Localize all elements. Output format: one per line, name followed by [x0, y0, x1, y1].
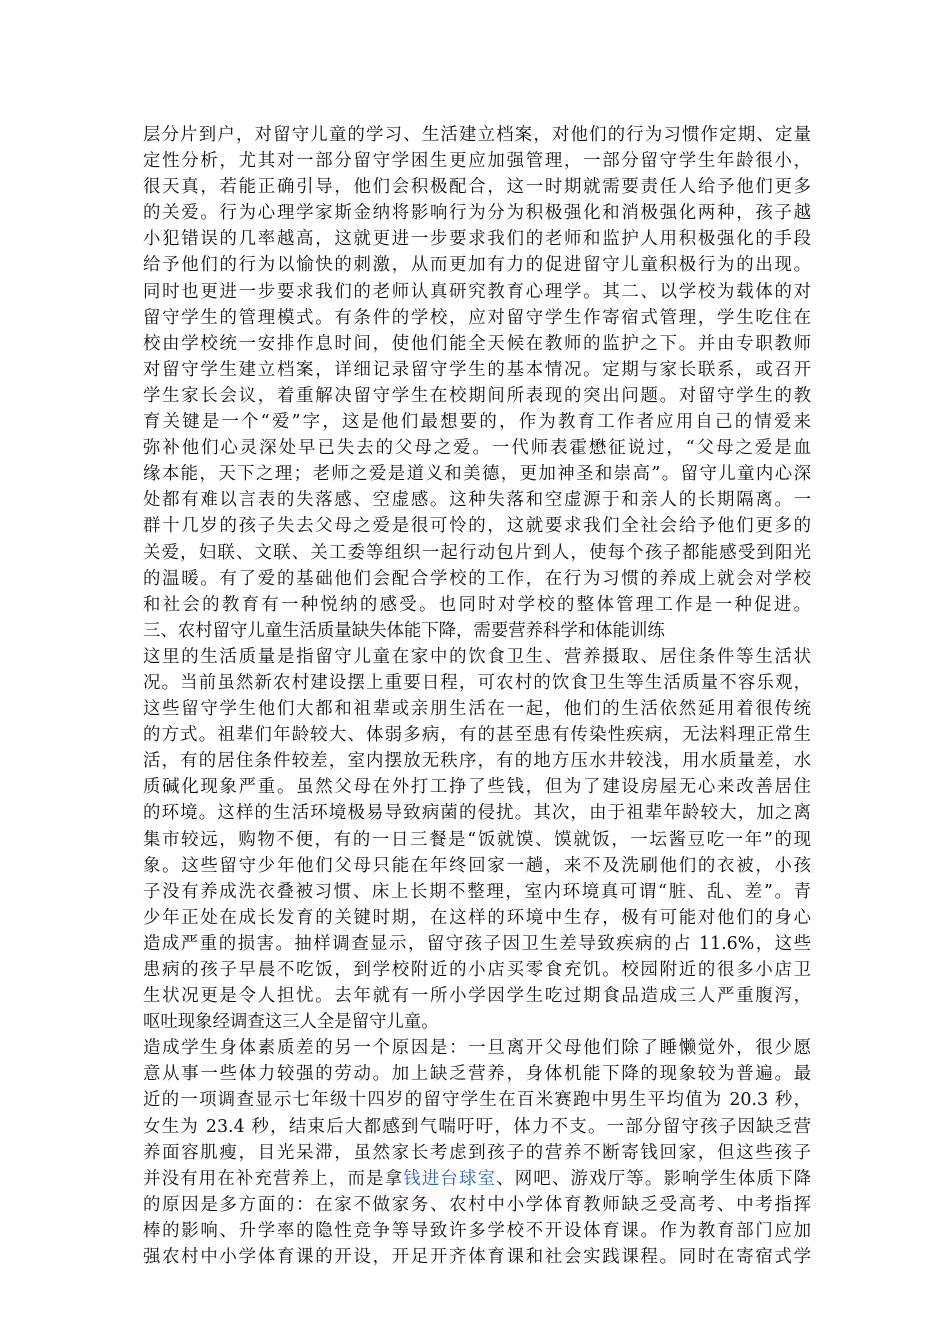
text-line: 患病的孩子早晨不吃饭，到学校附近的小店买零食充饥。校园附近的很多小店卫 — [143, 960, 811, 980]
text-line: 给予他们的行为以愉快的刺激，从而更加有力的促进留守儿童积极行为的出现。 — [143, 255, 811, 276]
text-line: 集市较远，购物不便，有的一日三餐是“饭就馍、馍就饭，一坛酱豆吃一年”的现 — [143, 829, 811, 850]
text-line: 留守学生的管理模式。有条件的学校，应对留守学生作寄宿式管理，学生吃住在 — [143, 307, 811, 328]
text-line: 女生为 23.4 秒，结束后大都感到气喘吁吁，体力不支。一部分留守孩子因缺乏营 — [143, 1116, 811, 1137]
text-line: 同时也更进一步要求我们的老师认真研究教育心理学。其二、以学校为载体的对 — [143, 281, 811, 302]
text-line: 育关键是一个“爱”字，这是他们最想要的，作为教育工作者应用自己的情爱来 — [143, 412, 811, 433]
text-line: 少年正处在成长发育的关键时期，在这样的环境中生存，极有可能对他们的身心 — [143, 907, 811, 928]
text-line: 子没有养成洗衣叠被习惯、床上长期不整理，室内环境真可谓“脏、乱、差”。青 — [143, 881, 811, 902]
text-line: 意从事一些体力较强的劳动。加上缺乏营养，身体机能下降的现象较为普遍。最 — [143, 1064, 811, 1085]
text-line: 这里的生活质量是指留守儿童在家中的饮食卫生、营养摄取、居住条件等生活状 — [143, 646, 811, 667]
text-line: 呕吐现象经调查这三人全是留守儿童。 — [143, 1012, 439, 1033]
text-line: 棒的影响、升学率的隐性竞争等导致许多学校不开设体育课。作为教育部门应加 — [143, 1220, 811, 1241]
text-line: 和社会的教育有一种悦纳的感受。也同时对学校的整体管理工作是一种促进。 — [143, 594, 811, 615]
text-segment: 、网吧、游戏厅等。影响学生体质下降 — [496, 1168, 811, 1189]
text-line: 弥补他们心灵深处早已失去的父母之爱。一代师表霍懋征说过，“父母之爱是血 — [143, 438, 811, 459]
text-line: 质碱化现象严重。虽然父母在外打工挣了些钱，但为了建设房屋无心来改善居住 — [143, 777, 811, 798]
text-line: 近的一项调查显示七年级十四岁的留守学生在百米赛跑中男生平均值为 20.3 秒， — [143, 1090, 811, 1111]
text-line: 生状况更是令人担忧。去年就有一所小学因学生吃过期食品造成三人严重腹泻， — [143, 986, 811, 1007]
inline-link[interactable]: 钱进台球室 — [403, 1168, 497, 1189]
text-line: 定性分析，尤其对一部分留守学困生更应加强管理，一部分留守学生年龄很小， — [143, 151, 811, 172]
text-line: 对留守学生建立档案，详细记录留守学生的基本情况。定期与家长联系，或召开 — [143, 359, 811, 380]
text-line: 的环境。这样的生活环境极易导致病菌的侵扰。其次，由于祖辈年龄较大，加之离 — [143, 803, 811, 824]
text-line: 造成严重的损害。抽样调查显示，留守孩子因卫生差导致疾病的占 11.6%，这些 — [143, 933, 811, 954]
text-segment: 并没有用在补充营养上，而是拿 — [143, 1168, 404, 1189]
text-line: 强农村中小学体育课的开设，开足开齐体育课和社会实践课程。同时在寄宿式学 — [143, 1247, 811, 1268]
text-line: 象。这些留守少年他们父母只能在年终回家一趟，来不及洗刷他们的衣被，小孩 — [143, 855, 811, 876]
text-line: 三、农村留守儿童生活质量缺失体能下降，需要营养科学和体能训练 — [143, 620, 665, 641]
text-line: 造成学生身体素质差的另一个原因是：一旦离开父母他们除了睡懒觉外，很少愿 — [143, 1038, 811, 1059]
text-line: 缘本能，天下之理；老师之爱是道义和美德，更加神圣和崇高”。留守儿童内心深 — [143, 464, 811, 485]
text-line: 的关爱。行为心理学家斯金纳将影响行为分为积极强化和消极强化两种，孩子越 — [143, 203, 811, 224]
text-line: 的原因是多方面的：在家不做家务、农村中小学体育教师缺乏受高考、中考指挥 — [143, 1194, 811, 1215]
text-line: 校由学校统一安排作息时间，使他们能全天候在教师的监护之下。并由专职教师 — [143, 333, 811, 354]
text-line: 层分片到户，对留守儿童的学习、生活建立档案，对他们的行为习惯作定期、定量 — [143, 125, 811, 145]
text-line: 养面容肌瘦，目光呆滞，虽然家长考虑到孩子的营养不断寄钱回家，但这些孩子 — [143, 1142, 811, 1163]
text-line: 学生家长会议，着重解决留守学生在校期间所表现的突出问题。对留守学生的教 — [143, 385, 811, 406]
text-line: 处都有难以言表的失落感、空虚感。这种失落和空虚源于和亲人的长期隔离。一 — [143, 490, 811, 511]
text-line: 小犯错误的几率越高，这就更进一步要求我们的老师和监护人用积极强化的手段 — [143, 229, 811, 250]
text-line — [143, 1166, 811, 1192]
text-line: 这些留守学生他们大都和祖辈或亲朋生活在一起，他们的生活依然延用着很传统 — [143, 699, 811, 720]
text-line: 的方式。祖辈们年龄较大、体弱多病，有的甚至患有传染性疾病，无法料理正常生 — [143, 725, 811, 746]
document-page — [143, 122, 811, 1270]
text-line: 群十几岁的孩子失去父母之爱是很可怜的，这就要求我们全社会给予他们更多的 — [143, 516, 811, 537]
text-line: 关爱，妇联、文联、关工委等组织一起行动包片到人，使每个孩子都能感受到阳光 — [143, 542, 811, 563]
text-line: 很天真，若能正确引导，他们会积极配合，这一时期就需要责任人给予他们更多 — [143, 177, 811, 198]
text-line: 况。当前虽然新农村建设摆上重要日程，可农村的饮食卫生等生活质量不容乐观， — [143, 672, 811, 693]
text-line: 的温暖。有了爱的基础他们会配合学校的工作，在行为习惯的养成上就会对学校 — [143, 568, 811, 589]
text-line: 活，有的居住条件较差，室内摆放无秩序，有的地方压水井较浅，用水质量差，水 — [143, 751, 811, 772]
